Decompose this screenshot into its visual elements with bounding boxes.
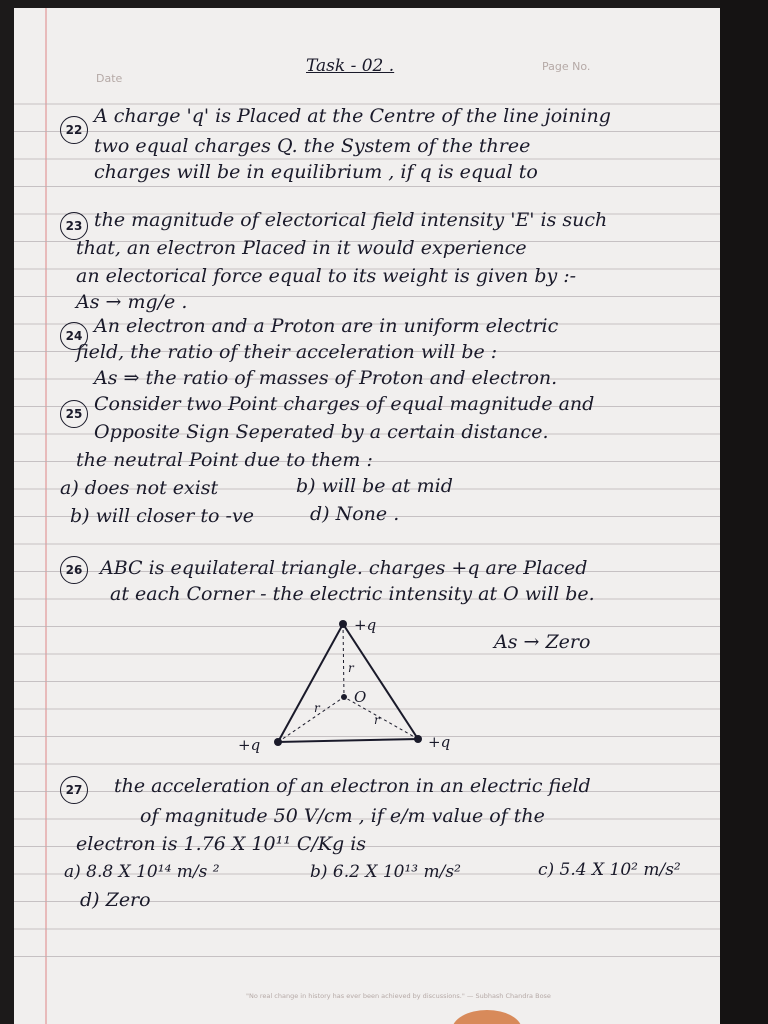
question-22-line-2: two equal charges Q. the System of the three [94, 135, 531, 157]
page-title: Task - 02 . [306, 56, 395, 76]
question-23-answer: As → mg/e . [76, 291, 188, 313]
question-27-option-a: a) 8.8 X 10¹⁴ m/s ² [64, 862, 220, 882]
question-24-answer: As ⇒ the ratio of masses of Proton and electron. [94, 367, 558, 389]
question-number-24: 24 [60, 322, 88, 350]
question-27-line-1: the acceleration of an electron in an electric field [114, 775, 591, 797]
label-r-right: r [374, 713, 380, 727]
question-25-option-b: b) will be at mid [296, 475, 453, 497]
charge-dot-top [339, 620, 347, 628]
question-27-line-2: of magnitude 50 V/cm , if e/m value of the [140, 805, 545, 827]
median-left [278, 697, 344, 742]
question-number-27: 27 [60, 776, 88, 804]
question-26-line-2: at each Corner - the electric intensity at O will be. [110, 583, 595, 605]
question-26-line-1: ABC is equilateral triangle. charges +q are Placed [100, 557, 588, 579]
paper-sheet [14, 8, 720, 1024]
question-25-option-d: d) None . [310, 503, 400, 525]
question-25-option-c: b) will closer to -ve [70, 505, 254, 527]
question-27-option-d: d) Zero [80, 889, 151, 911]
question-25-line-1: Consider two Point charges of equal magnitude and [94, 393, 595, 415]
page-no-label: Page No. [542, 60, 591, 73]
label-charge-right: +q [428, 733, 451, 751]
date-label: Date [96, 72, 123, 85]
label-center-o: O [354, 688, 367, 706]
question-27-option-b: b) 6.2 X 10¹³ m/s² [310, 862, 461, 882]
question-25-line-2: Opposite Sign Seperated by a certain distance. [94, 421, 549, 443]
question-22-line-1: A charge 'q' is Placed at the Centre of the line joining [94, 105, 611, 127]
question-23-line-2: that, an electron Placed in it would experience [76, 237, 527, 259]
footer-quote: "No real change in history has ever been achieved by discussions." — Subhash Chandra Bose [246, 992, 551, 1000]
question-number-26: 26 [60, 556, 88, 584]
question-number-25: 25 [60, 400, 88, 428]
question-25-option-a: a) does not exist [60, 477, 219, 499]
question-number-23: 23 [60, 212, 88, 240]
question-23-line-1: the magnitude of electorical field intensity 'E' is such [94, 209, 608, 231]
label-r-left: r [314, 701, 320, 715]
median-top [343, 624, 344, 697]
question-27-line-3: electron is 1.76 X 10¹¹ C/Kg is [76, 833, 367, 855]
label-r-top: r [348, 661, 354, 675]
center-dot [341, 694, 347, 700]
question-number-22: 22 [60, 116, 88, 144]
charge-dot-left [274, 738, 282, 746]
charge-dot-right [414, 735, 422, 743]
equilateral-triangle-diagram [214, 612, 464, 762]
question-25-line-3: the neutral Point due to them : [76, 449, 373, 471]
notebook-spine [720, 0, 768, 1024]
question-27-option-c: c) 5.4 X 10² m/s² [538, 860, 681, 880]
question-22-line-3: charges will be in equilibrium , if q is equal to [94, 161, 538, 183]
triangle-outline [278, 624, 418, 742]
question-26-answer: As → Zero [494, 631, 591, 653]
question-23-line-3: an electorical force equal to its weight is given by :- [76, 265, 577, 287]
question-24-line-2: field, the ratio of their acceleration will be : [76, 341, 498, 363]
question-24-line-1: An electron and a Proton are in uniform electric [94, 315, 559, 337]
label-charge-left: +q [238, 736, 261, 754]
label-charge-top: +q [354, 616, 377, 634]
